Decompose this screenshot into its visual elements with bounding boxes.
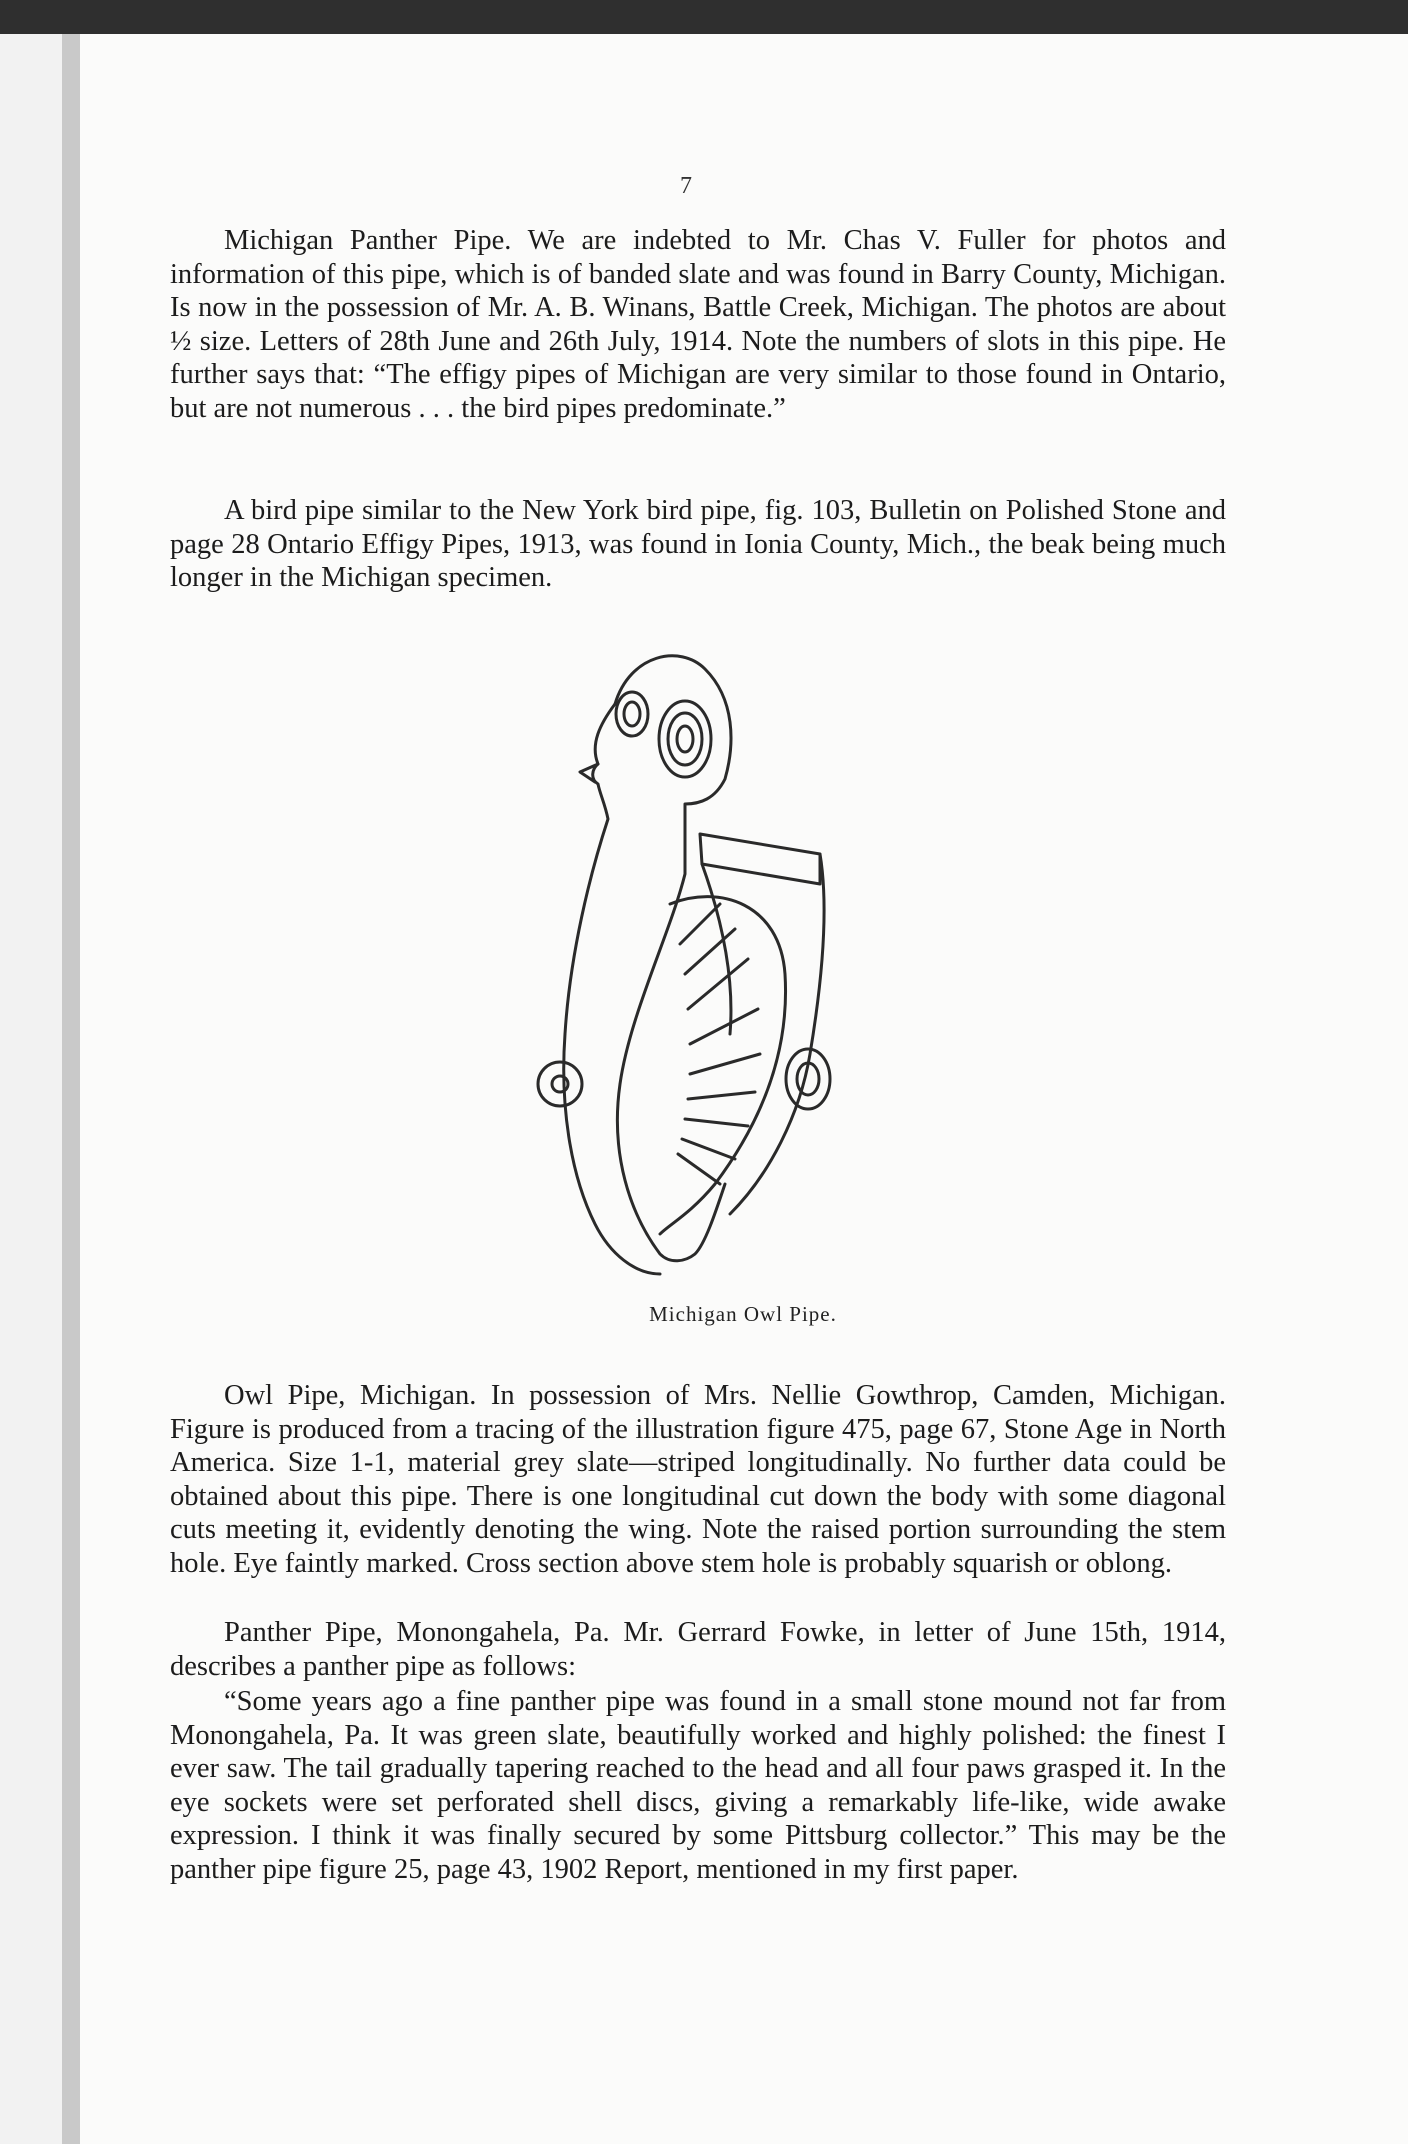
paragraph-owl-pipe: Owl Pipe, Michigan. In possession of Mrs. Nellie Gowthrop, Camden, Michigan. Figure is produced from a tracing of the illustration figure 475, page 67, Stone Age in North America. Size 1-1, material grey slate—striped longitudinally. No further data could be obtained about this pipe. There is one longitudinal cut down the body with some diagonal cuts meeting it, evidently denoting the wing. Note the raised portion surrounding the stem hole. Eye faintly marked. Cross section above stem hole is probably squarish or oblong. [170, 1380, 1226, 1579]
adjacent-page-edge [0, 34, 62, 2144]
figure-caption: Michigan Owl Pipe. [649, 1302, 837, 1326]
paragraph-bird-pipe: A bird pipe similar to the New York bird pipe, fig. 103, Bulletin on Polished Stone and page 28 Ontario Effigy Pipes, 1913, was found in Ionia County, Mich., the beak being much longer in the Michigan specimen. [170, 495, 1226, 593]
document-page [62, 34, 1408, 2144]
paragraph-fowke-quote: “Some years ago a fine panther pipe was found in a small stone mound not far from Monongahela, Pa. It was green slate, beautifully worked and highly polished: the finest I ever saw. The tail gradually tapering reached to the head and all four paws grasped it. In the eye sockets were set perforated shell discs, giving a remarkably life-like, wide awake expression. I think it was finally secured by some Pittsburg collector.” This may be the panther pipe figure 25, page 43, 1902 Report, mentioned in my first paper. [170, 1686, 1226, 1885]
owl-pipe-illustration [520, 614, 940, 1294]
paragraph-michigan-panther-pipe: Michigan Panther Pipe. We are indebted to Mr. Chas V. Fuller for photos and information of this pipe, which is of banded slate and was found in Barry County, Michigan. Is now in the possession of Mr. A. B. Winans, Battle Creek, Michigan. The photos are about ½ size. Letters of 28th June and 26th July, 1914. Note the numbers of slots in this pipe. He further says that: “The effigy pipes of Michigan are very similar to those found in Ontario, but are not numerous . . . the bird pipes predominate.” [170, 225, 1226, 424]
scan-top-border [0, 0, 1408, 34]
page-number: 7 [680, 173, 692, 199]
paragraph-panther-pipe-monongahela: Panther Pipe, Monongahela, Pa. Mr. Gerrard Fowke, in letter of June 15th, 1914, describes a panther pipe as follows: [170, 1617, 1226, 1682]
